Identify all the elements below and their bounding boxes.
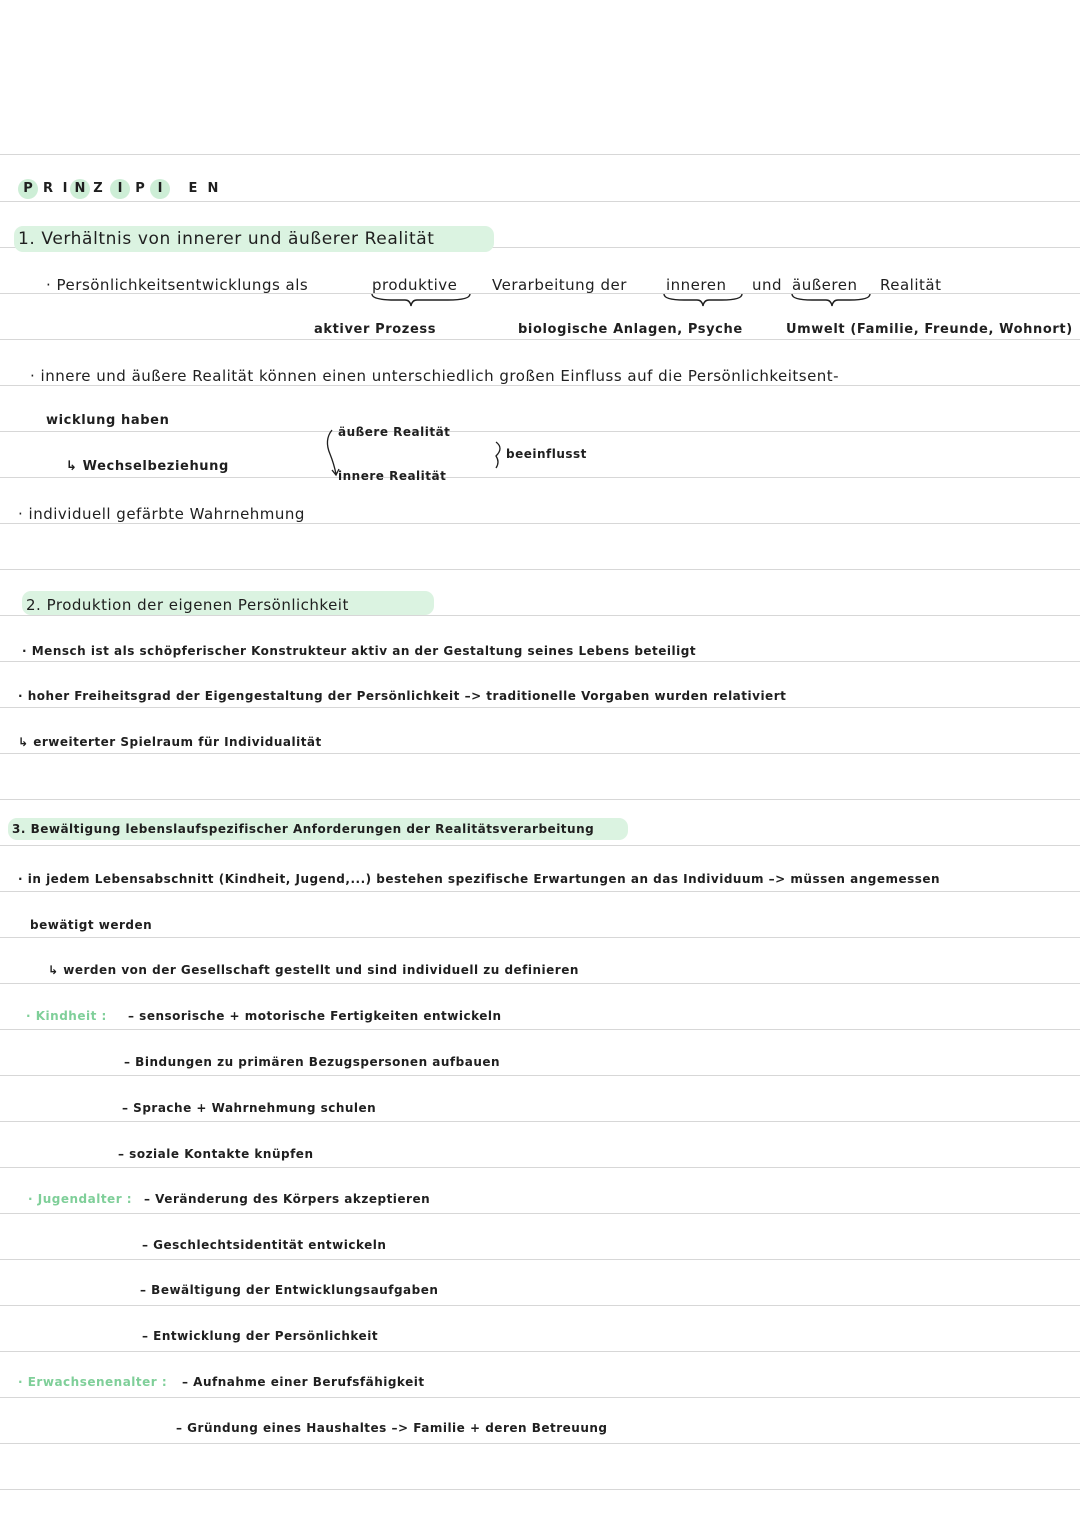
word-produktive: produktive — [372, 276, 458, 294]
section-3-line-3: ↳ werden von der Gesellschaft gestellt und sind individuell zu definieren — [48, 963, 579, 977]
title-letter: N — [70, 179, 90, 199]
title-letter: I — [62, 181, 68, 196]
ruled-line — [0, 477, 1080, 478]
interaction-arrows — [310, 424, 510, 484]
ruled-line — [0, 1305, 1080, 1306]
ruled-line — [0, 385, 1080, 386]
ruled-line — [0, 201, 1080, 202]
word-aeusseren: äußeren — [792, 276, 858, 294]
title-letter: N — [207, 181, 219, 196]
erwachsenenalter-item: – Gründung eines Haushaltes –> Familie + deren Betreuung — [176, 1421, 608, 1435]
section-3-line-1: · in jedem Lebensabschnitt (Kindheit, Jugend,...) bestehen spezifische Erwartungen an das Individuum –> müssen angemessen — [18, 872, 941, 886]
ruled-line — [0, 707, 1080, 708]
section-1-bullet-2-continued: wicklung haben — [46, 413, 170, 428]
word-und: und — [752, 276, 783, 294]
annotation-aktiver-prozess: aktiver Prozess — [314, 322, 437, 337]
kindheit-item: – sensorische + motorische Fertigkeiten entwickeln — [128, 1009, 502, 1023]
kindheit-item: – Sprache + Wahrnehmung schulen — [122, 1101, 377, 1115]
ruled-line — [0, 845, 1080, 846]
ruled-line — [0, 615, 1080, 616]
ruled-line — [0, 937, 1080, 938]
ruled-line — [0, 983, 1080, 984]
title-letter: P — [135, 181, 145, 196]
ruled-line — [0, 1489, 1080, 1490]
ruled-line — [0, 1213, 1080, 1214]
ruled-line — [0, 1397, 1080, 1398]
ruled-line — [0, 661, 1080, 662]
ruled-line — [0, 1029, 1080, 1030]
section-1-bullet-3: · individuell gefärbte Wahrnehmung — [18, 505, 305, 523]
section-1-bullet-2: · innere und äußere Realität können einen unterschiedlich großen Einfluss auf die Persönlichkeitsent- — [30, 367, 840, 385]
wechselbeziehung: ↳ Wechselbeziehung — [66, 459, 229, 474]
title-letter: P — [18, 179, 38, 199]
ruled-line — [0, 1075, 1080, 1076]
section-3-heading: 3. Bewältigung lebenslaufspezifischer Anforderungen der Realitätsverarbeitung — [12, 822, 595, 836]
section-3-line-2: bewätigt werden — [30, 918, 153, 932]
ruled-line — [0, 891, 1080, 892]
erwachsenenalter-label: · Erwachsenenalter : — [18, 1375, 168, 1389]
erwachsenenalter-item: – Aufnahme einer Berufsfähigkeit — [182, 1375, 425, 1389]
jugendalter-item: – Bewältigung der Entwicklungsaufgaben — [140, 1283, 439, 1297]
ruled-line — [0, 799, 1080, 800]
jugendalter-item: – Veränderung des Körpers akzeptieren — [144, 1192, 431, 1206]
aeussere-realitaet: äußere Realität — [338, 425, 451, 439]
annotation-biologische-anlagen: biologische Anlagen, Psyche — [518, 322, 743, 337]
ruled-line — [0, 1121, 1080, 1122]
word-inneren: inneren — [666, 276, 727, 294]
ruled-line — [0, 1167, 1080, 1168]
ruled-line — [0, 1259, 1080, 1260]
ruled-line — [0, 523, 1080, 524]
annotation-umwelt: Umwelt (Familie, Freunde, Wohnort) — [786, 322, 1073, 337]
ruled-line — [0, 753, 1080, 754]
ruled-line — [0, 569, 1080, 570]
section-2-line-1: · Mensch ist als schöpferischer Konstrukteur aktiv an der Gestaltung seines Lebens beteiligt — [22, 644, 697, 658]
ruled-line — [0, 431, 1080, 432]
ruled-line — [0, 154, 1080, 155]
section-2-line-3: ↳ erweiterter Spielraum für Individualität — [18, 735, 322, 749]
beeinflusst: beeinflusst — [506, 447, 587, 461]
ruled-line — [0, 1351, 1080, 1352]
title-letter: R — [42, 181, 53, 196]
title-letter: I — [150, 179, 170, 199]
section-2-line-2: · hoher Freiheitsgrad der Eigengestaltung der Persönlichkeit –> traditionelle Vorgaben wurden relativiert — [18, 689, 787, 703]
kindheit-item: – Bindungen zu primären Bezugspersonen aufbauen — [124, 1055, 501, 1069]
section-1-bullet-1-lead: · Persönlichkeitsentwicklungs als — [46, 276, 309, 294]
ruled-line — [0, 339, 1080, 340]
title-letter: E — [188, 181, 198, 196]
word-realitaet: Realität — [880, 276, 942, 294]
innere-realitaet: innere Realität — [338, 469, 447, 483]
title-letter: I — [110, 179, 130, 199]
ruled-line — [0, 1443, 1080, 1444]
jugendalter-item: – Entwicklung der Persönlichkeit — [142, 1329, 379, 1343]
jugendalter-item: – Geschlechtsidentität entwickeln — [142, 1238, 387, 1252]
kindheit-label: · Kindheit : — [26, 1009, 107, 1023]
section-2-heading: 2. Produktion der eigenen Persönlichkeit — [26, 596, 349, 614]
section-1-heading: 1. Verhältnis von innerer und äußerer Realität — [18, 229, 435, 249]
kindheit-item: – soziale Kontakte knüpfen — [118, 1147, 314, 1161]
title-letter: Z — [93, 181, 103, 196]
word-verarbeitung: Verarbeitung der — [492, 276, 627, 294]
jugendalter-label: · Jugendalter : — [28, 1192, 133, 1206]
